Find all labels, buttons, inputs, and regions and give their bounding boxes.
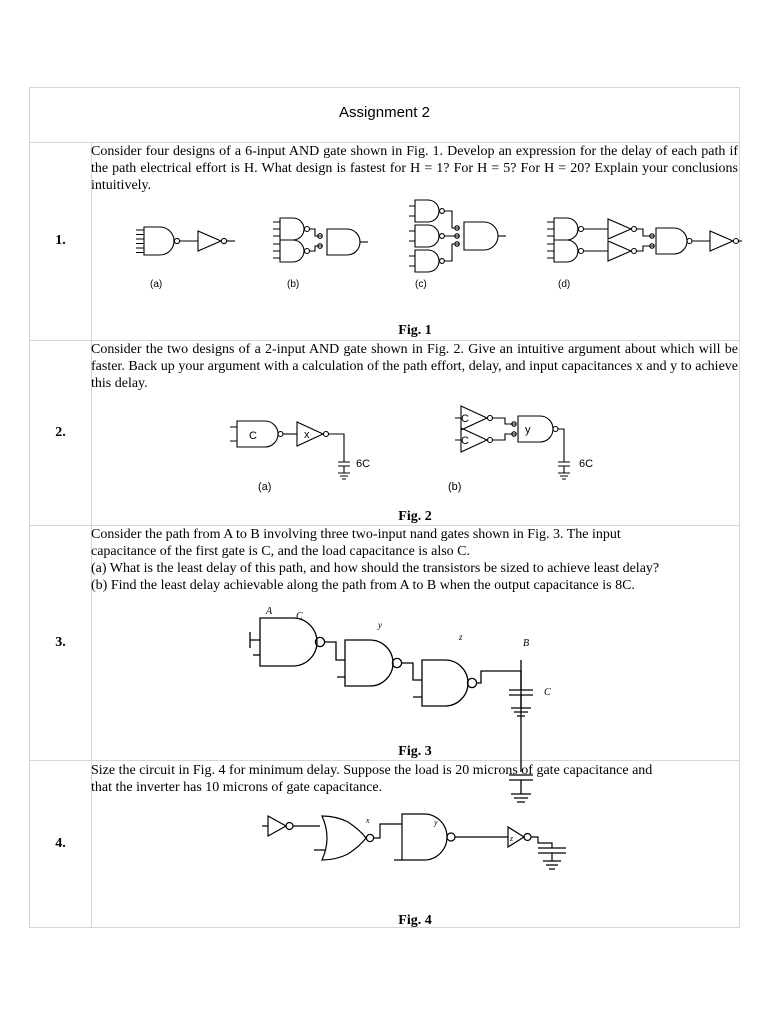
fig4-or-gate (322, 816, 366, 860)
fig2a-caption: (a) (258, 481, 272, 493)
fig3-label-c: C (296, 611, 303, 622)
question-number-3: 3. (55, 635, 66, 650)
figure-4-caption: Fig. 4 (398, 913, 432, 928)
fig1-design-c (409, 200, 506, 290)
fig1-label-c: (c) (415, 279, 427, 290)
fig2-design-a (230, 421, 370, 493)
question-text-4 (91, 762, 738, 796)
fig3-label-y: y (378, 620, 382, 630)
question-4-line: Size the circuit in Fig. 4 for minimum delay. Suppose the load is 20 microns of gate capacitance and (91, 763, 653, 778)
fig3-nand-2 (345, 640, 393, 686)
question-number-4: 4. (55, 836, 66, 851)
fig2b-caption: (b) (448, 481, 462, 493)
fig3-label-z: z (459, 632, 463, 642)
assignment-table (29, 87, 740, 928)
fig4-inverter-1 (268, 816, 286, 836)
question-number-1: 1. (55, 233, 66, 248)
fig4-label-x: x (366, 816, 370, 825)
question-4-line: that the inverter has 10 microns of gate capacitance. (91, 780, 383, 795)
fig3-label-b: B (523, 638, 530, 649)
fig1-design-d (547, 218, 742, 290)
fig1-design-a (136, 227, 235, 290)
fig1-label-d: (d) (558, 279, 571, 290)
figure-2-diagram (225, 400, 625, 492)
figure-1-diagram (102, 200, 742, 308)
fig3-input-a (250, 632, 260, 648)
fig2b-label-c1: C (461, 413, 469, 425)
fig3-nand-3 (422, 660, 468, 706)
question-text-3 (91, 526, 738, 594)
question-3-line: (a) What is the least delay of this path, and how should the transistors be sized to achieve least delay? (91, 561, 660, 576)
fig2b-load: 6C (579, 458, 594, 470)
fig2a-load: 6C (356, 458, 371, 470)
fig2a-label-c: C (249, 430, 257, 442)
figure-3-load (508, 660, 551, 722)
question-3-line: Consider the path from A to B involving three two-input nand gates shown in Fig. 3. The input (91, 527, 621, 542)
fig4-nand-gate (402, 814, 447, 860)
fig2b-label-y: y (525, 424, 531, 436)
fig1-design-b (273, 218, 368, 290)
figure-2-caption: Fig. 2 (398, 509, 432, 524)
fig3-label-a: A (266, 606, 273, 617)
question-3-line: (b) Find the least delay achievable along the path from A to B when the output capacitance is 8C. (91, 578, 635, 593)
figure-1-caption: Fig. 1 (398, 323, 432, 338)
question-text-2: Consider the two designs of a 2-input AND gate shown in Fig. 2. Give an intuitive argument about which will be faster. Back up your argument with a calculation of the path effort, delay, and input capacitances x and y to achieve this delay. (91, 342, 738, 391)
row-divider (30, 760, 739, 761)
fig4-label-y: y (434, 818, 438, 827)
fig2a-label-x: x (304, 429, 310, 441)
fig2b-label-c2: C (461, 435, 469, 447)
fig3-nand-1 (260, 618, 317, 666)
page-title: Assignment 2 (339, 104, 430, 121)
figure-3-caption: Fig. 3 (398, 744, 432, 759)
fig3-load-label: C (544, 687, 551, 698)
question-text-1: Consider four designs of a 6-input AND gate shown in Fig. 1. Develop an expression for the delay of each path if the path electrical effort is H. What design is fastest for H = 1? For H = 5? For H = 20? Explain your conclusions intuitively. (91, 144, 738, 193)
fig4-label-z: z (510, 834, 514, 843)
fig2-design-b (448, 406, 593, 493)
figure-4-diagram (262, 810, 574, 896)
fig1-label-a: (a) (150, 279, 163, 290)
question-3-line: capacitance of the first gate is C, and the load capacitance is also C. (91, 544, 471, 559)
question-number-2: 2. (55, 425, 66, 440)
fig1-label-b: (b) (287, 279, 300, 290)
